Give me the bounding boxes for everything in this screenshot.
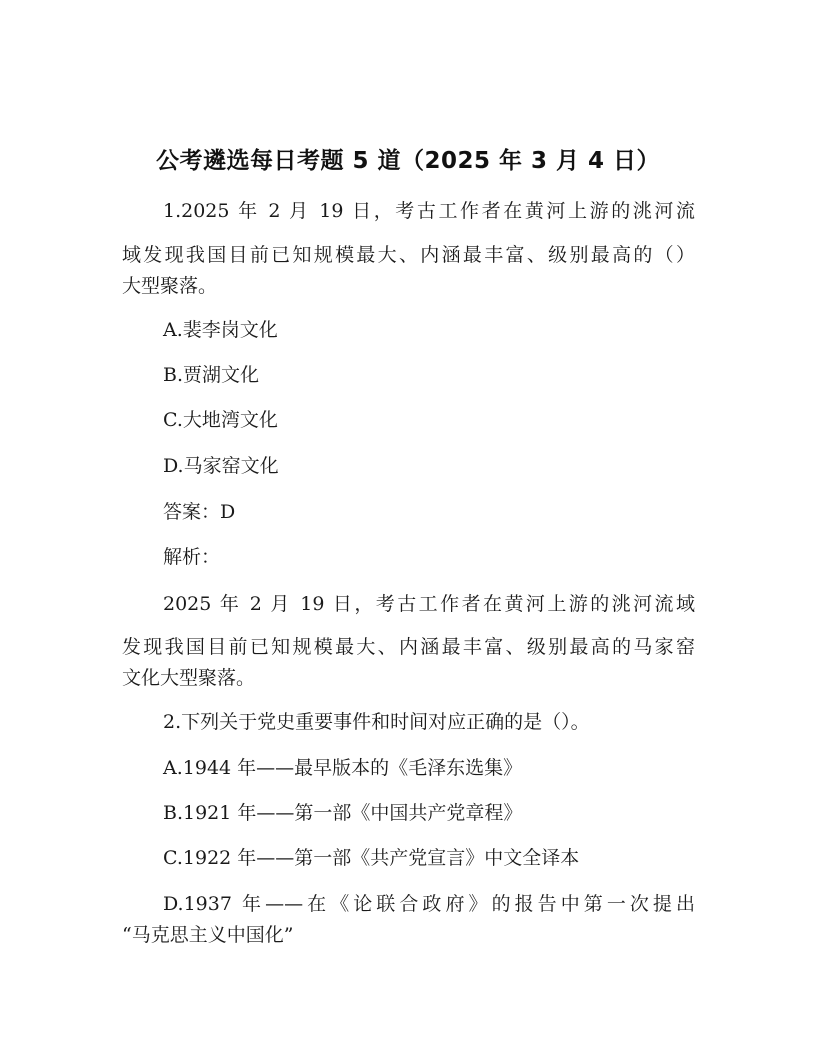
q1-analysis-line-3: 文化大型聚落。	[122, 667, 256, 689]
page-title: 公考遴选每日考题 5 道（2025 年 3 月 4 日）	[155, 148, 661, 174]
q1-analysis-line-1: 2025 年 2 月 19 日，考古工作者在黄河上游的洮河流域	[163, 593, 695, 615]
q1-option-b: B.贾湖文化	[163, 364, 260, 386]
q2-option-b: B.1921 年——第一部《中国共产党章程》	[163, 802, 523, 824]
q1-stem-line-2: 域发现我国目前已知规模最大、内涵最丰富、级别最高的（）	[122, 244, 695, 266]
q2-stem: 2.下列关于党史重要事件和时间对应正确的是（）。	[163, 711, 590, 733]
q2-option-d-line-1: D.1937 年——在《论联合政府》的报告中第一次提出	[163, 893, 695, 915]
q1-stem-line-1: 1.2025 年 2 月 19 日，考古工作者在黄河上游的洮河流	[163, 200, 695, 222]
q1-analysis-line-2: 发现我国目前已知规模最大、内涵最丰富、级别最高的马家窑	[122, 636, 695, 658]
q2-option-c: C.1922 年——第一部《共产党宣言》中文全译本	[163, 847, 580, 869]
q2-option-d-line-2: “马克思主义中国化”	[122, 924, 294, 946]
q1-option-c: C.大地湾文化	[163, 409, 278, 431]
q1-answer: 答案：D	[163, 501, 236, 523]
q1-option-d: D.马家窑文化	[163, 455, 279, 477]
q2-option-a: A.1944 年——最早版本的《毛泽东选集》	[163, 757, 523, 779]
q1-analysis-label: 解析：	[163, 546, 221, 568]
q1-stem-line-3: 大型聚落。	[122, 275, 218, 297]
q1-option-a: A.裴李岗文化	[163, 319, 278, 341]
